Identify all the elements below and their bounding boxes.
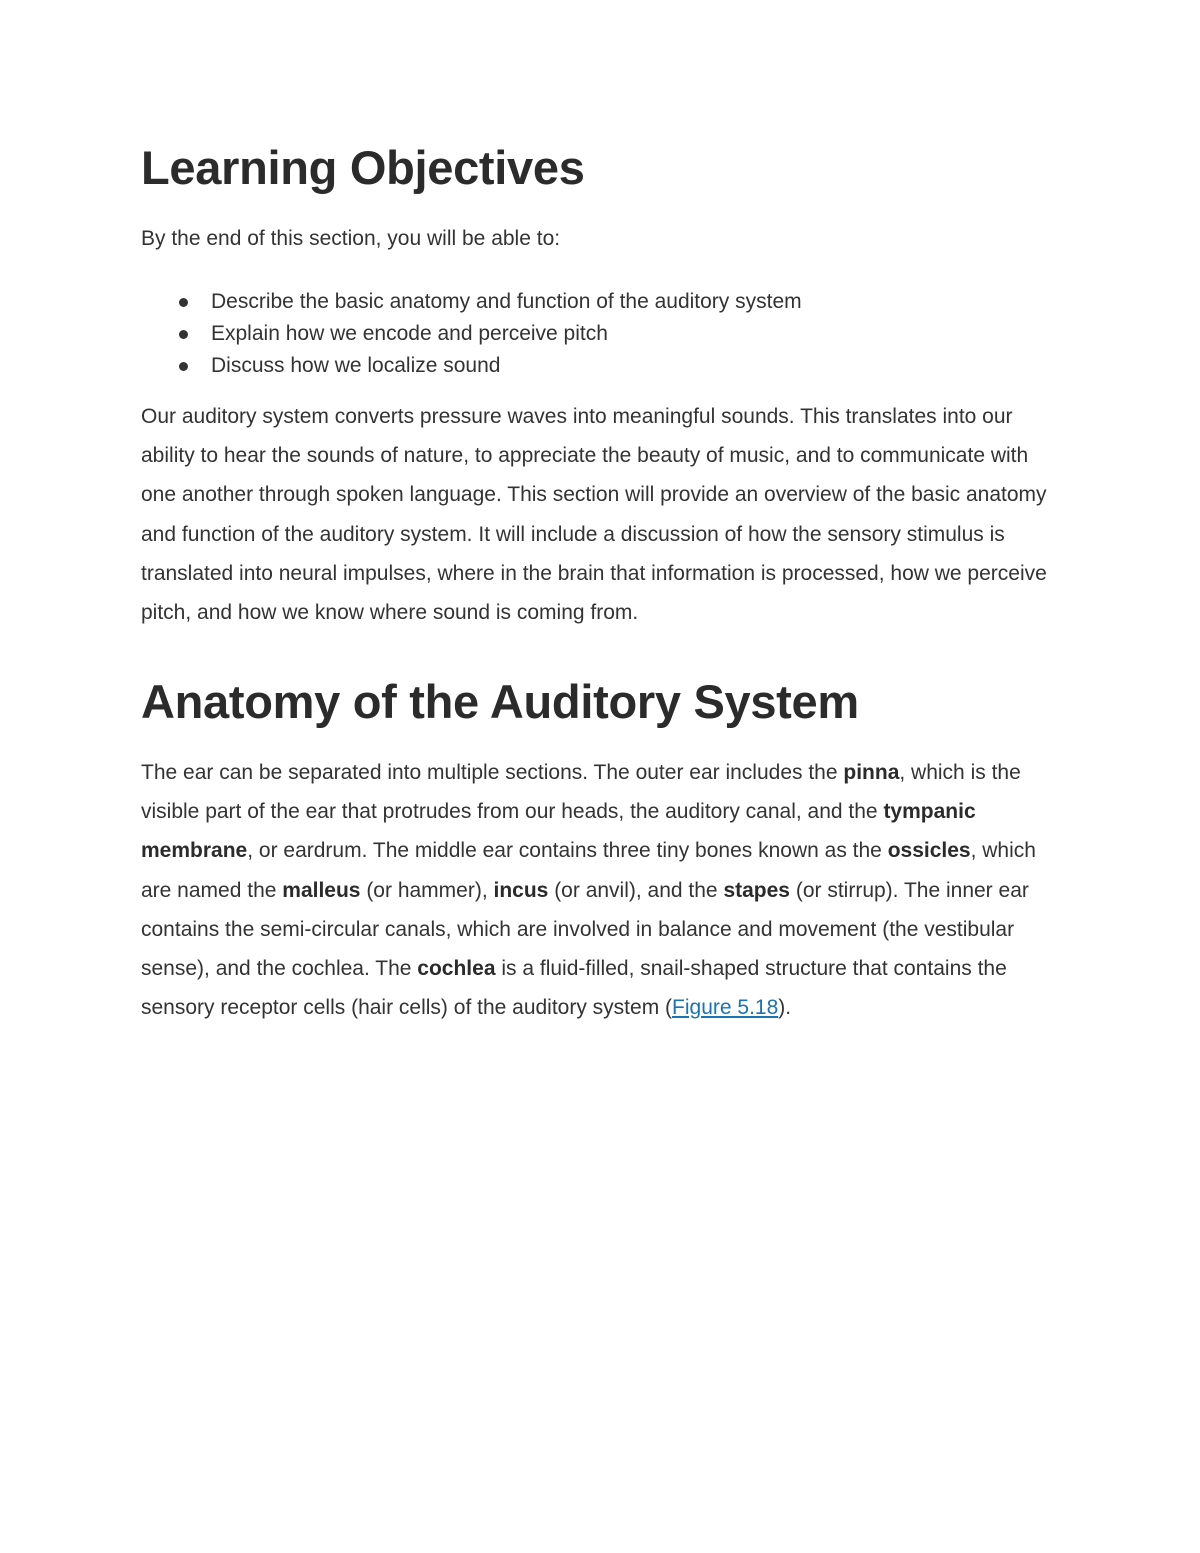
term-malleus: malleus: [282, 878, 361, 902]
anatomy-heading: Anatomy of the Auditory System: [141, 675, 859, 728]
text-run: , or eardrum. The middle ear contains three tiny bones known as the: [247, 839, 888, 863]
objective-text: Describe the basic anatomy and function of the auditory system: [211, 290, 802, 313]
objectives-list: [141, 286, 802, 382]
anatomy-paragraph: [141, 753, 1066, 1027]
term-pinna: pinna: [843, 761, 900, 784]
term-cochlea: cochlea: [417, 957, 496, 981]
text-run: is a fluid-filled, snail-shaped structure that contains the sensory receptor cells (hair cells) of the auditory system (: [141, 957, 1007, 1020]
bullet-icon: [179, 362, 188, 371]
bullet-icon: [179, 330, 188, 339]
text-run: (or hammer),: [360, 878, 494, 902]
text-run: , which are named the: [141, 839, 1036, 902]
text-run: (or stirrup). The inner ear contains the semi-circular canals, which are involved in balance and movement (the vestibular sense), and the cochlea. The: [141, 878, 1029, 981]
objective-text: Discuss how we localize sound: [211, 354, 501, 377]
list-item: [141, 350, 802, 382]
list-item: [141, 318, 802, 350]
learning-objectives-heading: Learning Objectives: [141, 141, 585, 194]
list-item: [141, 286, 802, 318]
document-page: [141, 140, 1061, 1020]
text-run: The ear can be separated into multiple sections. The outer ear includes the: [141, 761, 844, 784]
term-incus: incus: [493, 878, 549, 902]
text-run: , which is the visible part of the ear that protrudes from our heads, the auditory canal, and the: [141, 761, 1021, 824]
term-tympanic-membrane: tympanic membrane: [141, 800, 976, 863]
figure-5-18-link[interactable]: Figure 5.18: [672, 996, 779, 1020]
term-ossicles: ossicles: [887, 839, 971, 863]
auditory-overview-paragraph: Our auditory system converts pressure waves into meaningful sounds. This translates into our ability to hear the sounds of nature, to appreciate the beauty of music, and to communicate with one another through spoken language. This section will provide an overview of the basic anatomy and function of the auditory system. It will include a discussion of how the sensory stimulus is translated into neural impulses, where in the brain that information is processed, how we perceive pitch, and how we know where sound is coming from.: [141, 405, 1047, 625]
bullet-icon: [179, 298, 188, 307]
term-stapes: stapes: [723, 878, 790, 902]
objectives-intro: By the end of this section, you will be able to:: [141, 227, 561, 250]
text-run: (or anvil), and the: [548, 878, 724, 902]
objective-text: Explain how we encode and perceive pitch: [211, 322, 608, 345]
text-run: ).: [778, 996, 792, 1020]
